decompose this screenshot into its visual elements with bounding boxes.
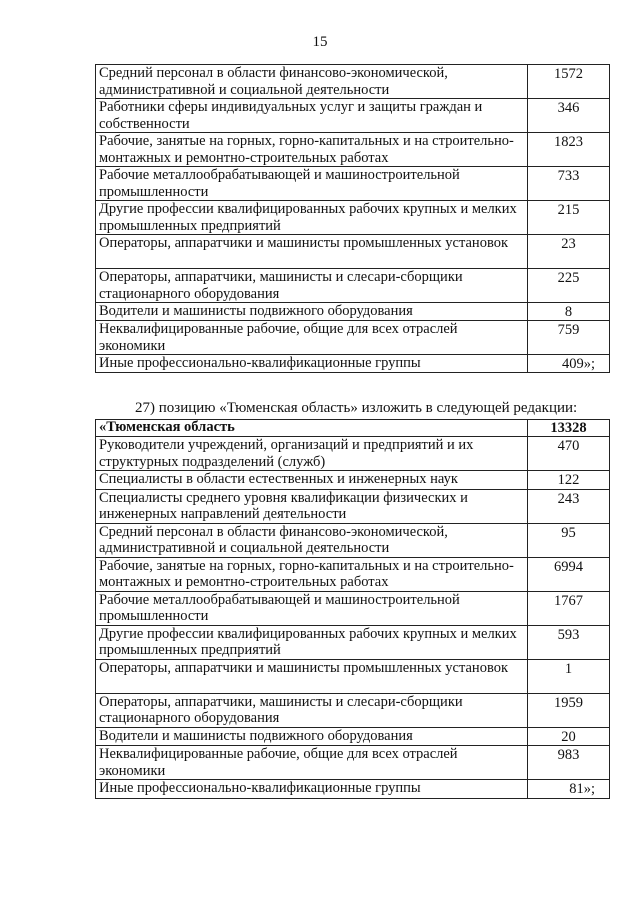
occupation-label: Рабочие, занятые на горных, горно-капитальных и на строительно-монтажных и ремонтно-строительных работах — [96, 133, 528, 167]
occupation-count: 1572 — [528, 65, 610, 99]
table-row — [96, 65, 610, 99]
occupation-count: 122 — [528, 471, 610, 490]
table-row — [96, 591, 610, 625]
occupation-count: 1823 — [528, 133, 610, 167]
table-row — [96, 303, 610, 321]
occupation-label: Водители и машинисты подвижного оборудования — [96, 727, 528, 746]
occupation-label: Водители и машинисты подвижного оборудования — [96, 303, 528, 321]
occupation-label: Операторы, аппаратчики и машинисты промышленных установок — [96, 659, 528, 693]
occupation-label: Специалисты среднего уровня квалификации физических и инженерных направлений деятельности — [96, 489, 528, 523]
table-row — [96, 489, 610, 523]
region-name: «Тюменская область — [96, 420, 528, 437]
occupation-count: 983 — [528, 746, 610, 780]
occupation-count: 225 — [528, 269, 610, 303]
occupation-label: Операторы, аппаратчики и машинисты промышленных установок — [96, 235, 528, 269]
occupations-table-previous-region — [95, 64, 610, 373]
occupation-label: Иные профессионально-квалификационные группы — [96, 780, 528, 799]
occupation-count: 1959 — [528, 693, 610, 727]
occupation-count: 1 — [528, 659, 610, 693]
table-row — [96, 471, 610, 490]
table-row — [96, 235, 610, 269]
occupation-label: Работники сферы индивидуальных услуг и защиты граждан и собственности — [96, 99, 528, 133]
table-row — [96, 133, 610, 167]
table-row — [96, 746, 610, 780]
page-number: 15 — [312, 34, 328, 50]
occupation-count: 593 — [528, 625, 610, 659]
occupation-count: 215 — [528, 201, 610, 235]
region-total: 13328 — [528, 420, 610, 437]
occupation-label: Рабочие металлообрабатывающей и машиностроительной промышленности — [96, 167, 528, 201]
occupation-label: Средний персонал в области финансово-экономической, административной и социальной деятельности — [96, 523, 528, 557]
table-row — [96, 269, 610, 303]
occupation-label: Неквалифицированные рабочие, общие для всех отраслей экономики — [96, 321, 528, 355]
table-row — [96, 437, 610, 471]
region-header-row — [96, 420, 610, 437]
occupation-label: Рабочие металлообрабатывающей и машиностроительной промышленности — [96, 591, 528, 625]
table-row — [96, 557, 610, 591]
table-row — [96, 727, 610, 746]
occupation-count: 409»; — [528, 355, 610, 373]
occupation-count: 23 — [528, 235, 610, 269]
occupation-count: 759 — [528, 321, 610, 355]
occupation-label: Руководители учреждений, организаций и предприятий и их структурных подразделений (служб) — [96, 437, 528, 471]
table-row — [96, 167, 610, 201]
occupation-count: 470 — [528, 437, 610, 471]
occupation-label: Другие профессии квалифицированных рабочих крупных и мелких промышленных предприятий — [96, 625, 528, 659]
table-row — [96, 625, 610, 659]
occupation-count: 81»; — [528, 780, 610, 799]
occupation-label: Иные профессионально-квалификационные группы — [96, 355, 528, 373]
occupation-label: Неквалифицированные рабочие, общие для всех отраслей экономики — [96, 746, 528, 780]
occupation-count: 1767 — [528, 591, 610, 625]
table-row — [96, 659, 610, 693]
table-row — [96, 780, 610, 799]
occupation-label: Рабочие, занятые на горных, горно-капитальных и на строительно-монтажных и ремонтно-строительных работах — [96, 557, 528, 591]
occupation-label: Операторы, аппаратчики, машинисты и слесари-сборщики стационарного оборудования — [96, 269, 528, 303]
table-row — [96, 523, 610, 557]
table-row — [96, 693, 610, 727]
table-row — [96, 201, 610, 235]
table-row — [96, 321, 610, 355]
occupation-label: Операторы, аппаратчики, машинисты и слесари-сборщики стационарного оборудования — [96, 693, 528, 727]
occupation-count: 346 — [528, 99, 610, 133]
occupation-count: 8 — [528, 303, 610, 321]
occupation-label: Другие профессии квалифицированных рабочих крупных и мелких промышленных предприятий — [96, 201, 528, 235]
occupation-label: Специалисты в области естественных и инженерных наук — [96, 471, 528, 490]
occupation-count: 243 — [528, 489, 610, 523]
occupation-label: Средний персонал в области финансово-экономической, административной и социальной деятельности — [96, 65, 528, 99]
occupations-table-tyumen-region — [95, 419, 610, 799]
amendment-intro: 27) позицию «Тюменская область» изложить в следующей редакции: — [135, 400, 578, 416]
occupation-count: 20 — [528, 727, 610, 746]
occupation-count: 95 — [528, 523, 610, 557]
table-row — [96, 355, 610, 373]
occupation-count: 733 — [528, 167, 610, 201]
occupation-count: 6994 — [528, 557, 610, 591]
table-row — [96, 99, 610, 133]
